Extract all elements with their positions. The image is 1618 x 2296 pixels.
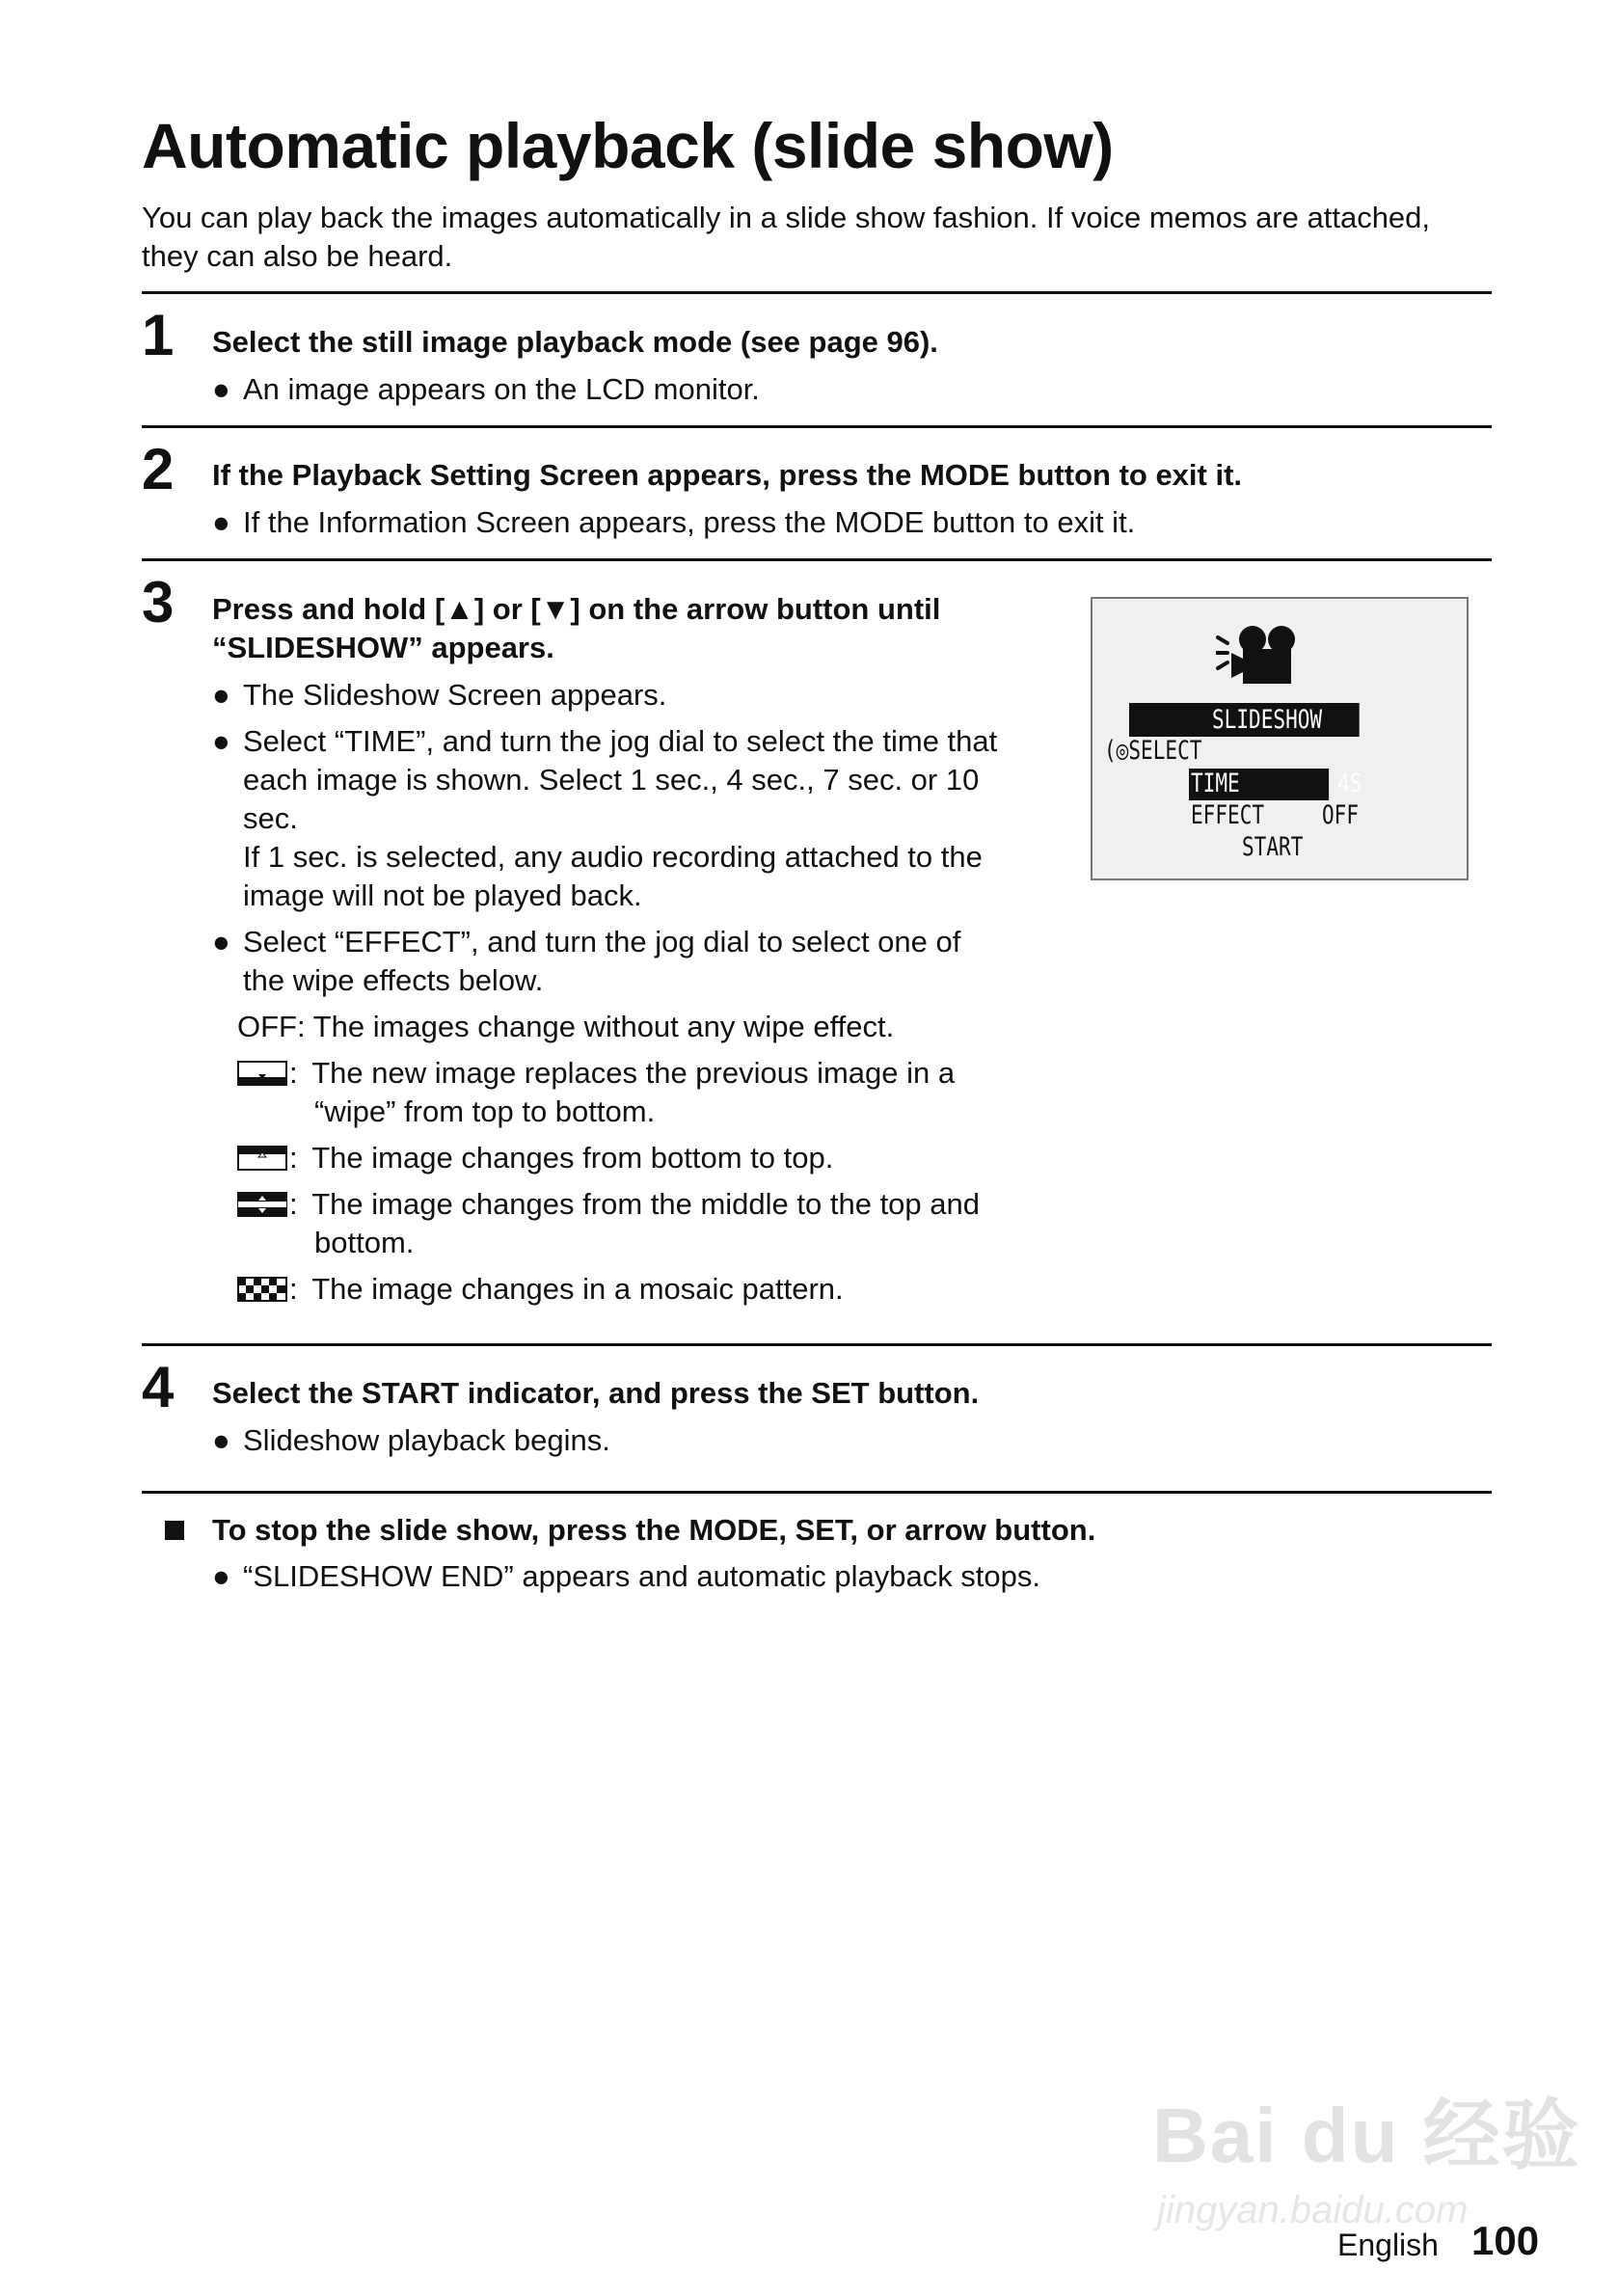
bullet-icon: ● xyxy=(212,678,230,712)
lcd-effect-value: OFF xyxy=(1322,800,1360,830)
lcd-slideshow-screen xyxy=(1091,597,1469,880)
lcd-select-row: (◎SELECT xyxy=(1104,736,1202,766)
effect-wipe-down-line2: “wipe” from top to bottom. xyxy=(314,1094,656,1128)
step-number-2: 2 xyxy=(142,437,175,501)
step-4-bullet: ● Slideshow playback begins. xyxy=(212,1421,610,1460)
bullet-icon: ● xyxy=(212,372,230,406)
bullet-icon: ● xyxy=(212,1559,230,1593)
lcd-effect-label: EFFECT xyxy=(1191,800,1265,830)
intro-text: You can play back the images automatically in a slide show fashion. If voice memos are attached, they can also be heard. xyxy=(142,201,1431,273)
bullet-icon: ● xyxy=(212,505,230,539)
lcd-time-value: 4S xyxy=(1337,769,1362,798)
effect-mosaic: : The image changes in a mosaic pattern. xyxy=(237,1270,844,1309)
note-heading: To stop the slide show, press the MODE, SET, or arrow button. xyxy=(212,1513,1096,1547)
step-4-heading: Select the START indicator, and press the SET button. xyxy=(212,1376,980,1410)
lcd-header: SLIDESHOW xyxy=(1212,705,1323,735)
watermark-brand: Bai du 经验 xyxy=(1152,2093,1581,2178)
effect-split: : The image changes from the middle to the top and xyxy=(237,1185,980,1224)
effect-split-line2: bottom. xyxy=(314,1226,415,1259)
divider xyxy=(142,425,1492,428)
step-3-heading-line2: “SLIDESHOW” appears. xyxy=(212,631,554,664)
divider xyxy=(142,291,1492,294)
square-bullet-icon xyxy=(165,1521,184,1540)
step-1-heading: Select the still image playback mode (see page 96). xyxy=(212,325,938,359)
effect-off: OFF: The images change without any wipe effect. xyxy=(237,1010,895,1043)
step-2-bullet: ● If the Information Screen appears, press the MODE button to exit it. xyxy=(212,503,1135,542)
step-3-bullet-2-line5: image will not be played back. xyxy=(243,878,642,912)
step-3-heading-line1: Press and hold [▲] or [▼] on the arrow button until xyxy=(212,592,941,626)
footer-language: English xyxy=(1337,2228,1439,2262)
wipe-down-icon xyxy=(237,1061,287,1086)
mosaic-icon xyxy=(237,1277,287,1302)
split-icon xyxy=(237,1192,287,1217)
divider xyxy=(142,1343,1492,1346)
bullet-icon: ● xyxy=(212,925,230,959)
bullet-icon: ● xyxy=(212,1423,230,1457)
step-3-bullet-2-line4: If 1 sec. is selected, any audio recording attached to the xyxy=(243,840,983,874)
note-bullet: ● “SLIDESHOW END” appears and automatic playback stops. xyxy=(212,1557,1040,1596)
effect-wipe-up: : The image changes from bottom to top. xyxy=(237,1139,833,1177)
step-3-bullet-2: ● Select “TIME”, and turn the jog dial to select the time that xyxy=(212,722,997,761)
page-title: Automatic playback (slide show) xyxy=(142,110,1114,181)
lcd-start: START xyxy=(1242,832,1304,862)
step-number-3: 3 xyxy=(142,570,175,635)
wipe-up-icon xyxy=(237,1146,287,1171)
step-2-heading: If the Playback Setting Screen appears, press the MODE button to exit it. xyxy=(212,458,1243,492)
step-3-bullet-2-line3: sec. xyxy=(243,801,298,835)
watermark-url: jingyan.baidu.com xyxy=(1157,2189,1469,2231)
step-number-4: 4 xyxy=(142,1355,175,1419)
bullet-icon: ● xyxy=(212,724,230,758)
movie-camera-icon xyxy=(1216,622,1316,689)
divider xyxy=(142,558,1492,561)
step-3-bullet-2-line2: each image is shown. Select 1 sec., 4 sec., 7 sec. or 10 xyxy=(243,763,980,797)
divider xyxy=(142,1491,1492,1494)
effect-wipe-down: : The new image replaces the previous image in a xyxy=(237,1054,955,1093)
lcd-time-label: TIME xyxy=(1191,769,1240,798)
page-number: 100 xyxy=(1471,2218,1540,2263)
step-3-bullet-3: ● Select “EFFECT”, and turn the jog dial to select one of xyxy=(212,923,960,961)
step-3-bullet-3-line2: the wipe effects below. xyxy=(243,963,544,997)
step-3-bullet-1: ● The Slideshow Screen appears. xyxy=(212,676,666,715)
jog-dial-icon: (◎ xyxy=(1104,736,1129,766)
step-number-1: 1 xyxy=(142,303,175,367)
step-1-bullet: ● An image appears on the LCD monitor. xyxy=(212,370,760,409)
